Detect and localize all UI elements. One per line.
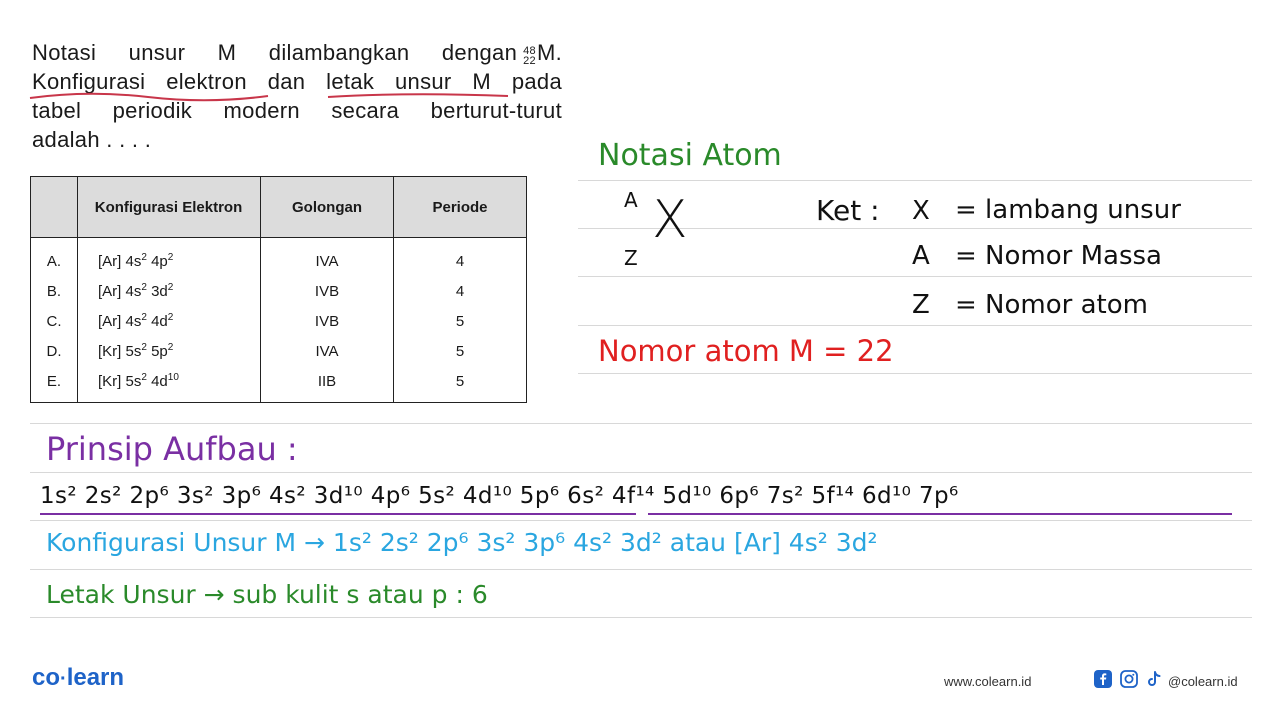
colearn-logo: co·learn xyxy=(32,664,125,691)
facebook-icon[interactable] xyxy=(1094,670,1112,688)
ruled-line xyxy=(578,180,1252,181)
nomor-atom-m: Nomor atom M = 22 xyxy=(598,334,894,368)
question-line-2: Konfigurasi elektron dan letak unsur M pada xyxy=(32,69,562,94)
ruled-line xyxy=(30,569,1252,570)
table-header-blank xyxy=(31,177,78,238)
table-row: C. [Ar] $4s^2$ $4d^2$ IVB 5 xyxy=(31,306,527,336)
ruled-line xyxy=(30,520,1252,521)
isotope-symbol: M. xyxy=(536,40,562,65)
ket-nomor-massa: = Nomor Massa xyxy=(955,241,1162,271)
ket-symbol-z: Z xyxy=(912,290,930,320)
underline-annotation xyxy=(28,88,568,108)
aufbau-underline xyxy=(36,508,1236,520)
ruled-line xyxy=(30,617,1252,618)
konfigurasi-unsur-m: Konfigurasi Unsur M → 1s² 2s² 2p⁶ 3s² 3p⁶ 4s² 3d² atau [Ar] 4s² 3d² xyxy=(46,528,878,557)
social-handle[interactable]: @colearn.id xyxy=(1168,674,1238,689)
table-header-config: Konfigurasi Elektron xyxy=(78,177,261,238)
element-symbol-x: X xyxy=(652,190,688,250)
ket-nomor-atom: = Nomor atom xyxy=(955,290,1148,320)
tiktok-icon[interactable] xyxy=(1145,670,1163,688)
ruled-line xyxy=(578,373,1252,374)
notasi-atom-title: Notasi Atom xyxy=(598,138,782,173)
mass-number-symbol: A xyxy=(624,188,638,212)
ruled-line xyxy=(30,423,1252,424)
ruled-line xyxy=(578,325,1252,326)
ket-lambang-unsur: = lambang unsur xyxy=(955,195,1181,225)
keterangan-label: Ket : xyxy=(816,194,880,227)
atomic-number-symbol: Z xyxy=(624,246,638,270)
letak-unsur: Letak Unsur → sub kulit s atau p : 6 xyxy=(46,580,488,609)
question-line-4: adalah . . . . xyxy=(32,127,152,152)
aufbau-sequence: 1s² 2s² 2p⁶ 3s² 3p⁶ 4s² 3d¹⁰ 4p⁶ 5s² 4d¹⁰ 5p⁶ 6s² 4f¹⁴ 5d¹⁰ 6p⁶ 7s² 5f¹⁴ 6d¹⁰ 7p⁶ xyxy=(40,483,959,509)
table-header-periode: Periode xyxy=(394,177,527,238)
website-url[interactable]: www.colearn.id xyxy=(944,674,1032,689)
isotope-notation: 48 22 xyxy=(523,45,536,67)
table-row: A. [Ar] $4s^2$ $4p^2$ IVA 4 xyxy=(31,238,527,277)
table-row: D. [Kr] $5s^2$ $5p^2$ IVA 5 xyxy=(31,336,527,366)
table-row: B. [Ar] $4s^2$ $3d^2$ IVB 4 xyxy=(31,276,527,306)
instagram-icon[interactable] xyxy=(1120,670,1138,688)
table-row: E. [Kr] $5s^2$ $4d^{10}$ IIB 5 xyxy=(31,366,527,403)
ket-symbol-x: X xyxy=(912,196,930,226)
question-line-3: tabel periodik modern secara berturut-turut xyxy=(32,98,562,123)
prinsip-aufbau-title: Prinsip Aufbau : xyxy=(46,430,298,468)
table-header-golongan: Golongan xyxy=(261,177,394,238)
question-line-1: Notasi unsur M dilambangkan dengan xyxy=(32,40,518,65)
ruled-line xyxy=(30,472,1252,473)
ket-symbol-a: A xyxy=(912,241,930,271)
options-table xyxy=(30,176,527,403)
ruled-line xyxy=(578,276,1252,277)
